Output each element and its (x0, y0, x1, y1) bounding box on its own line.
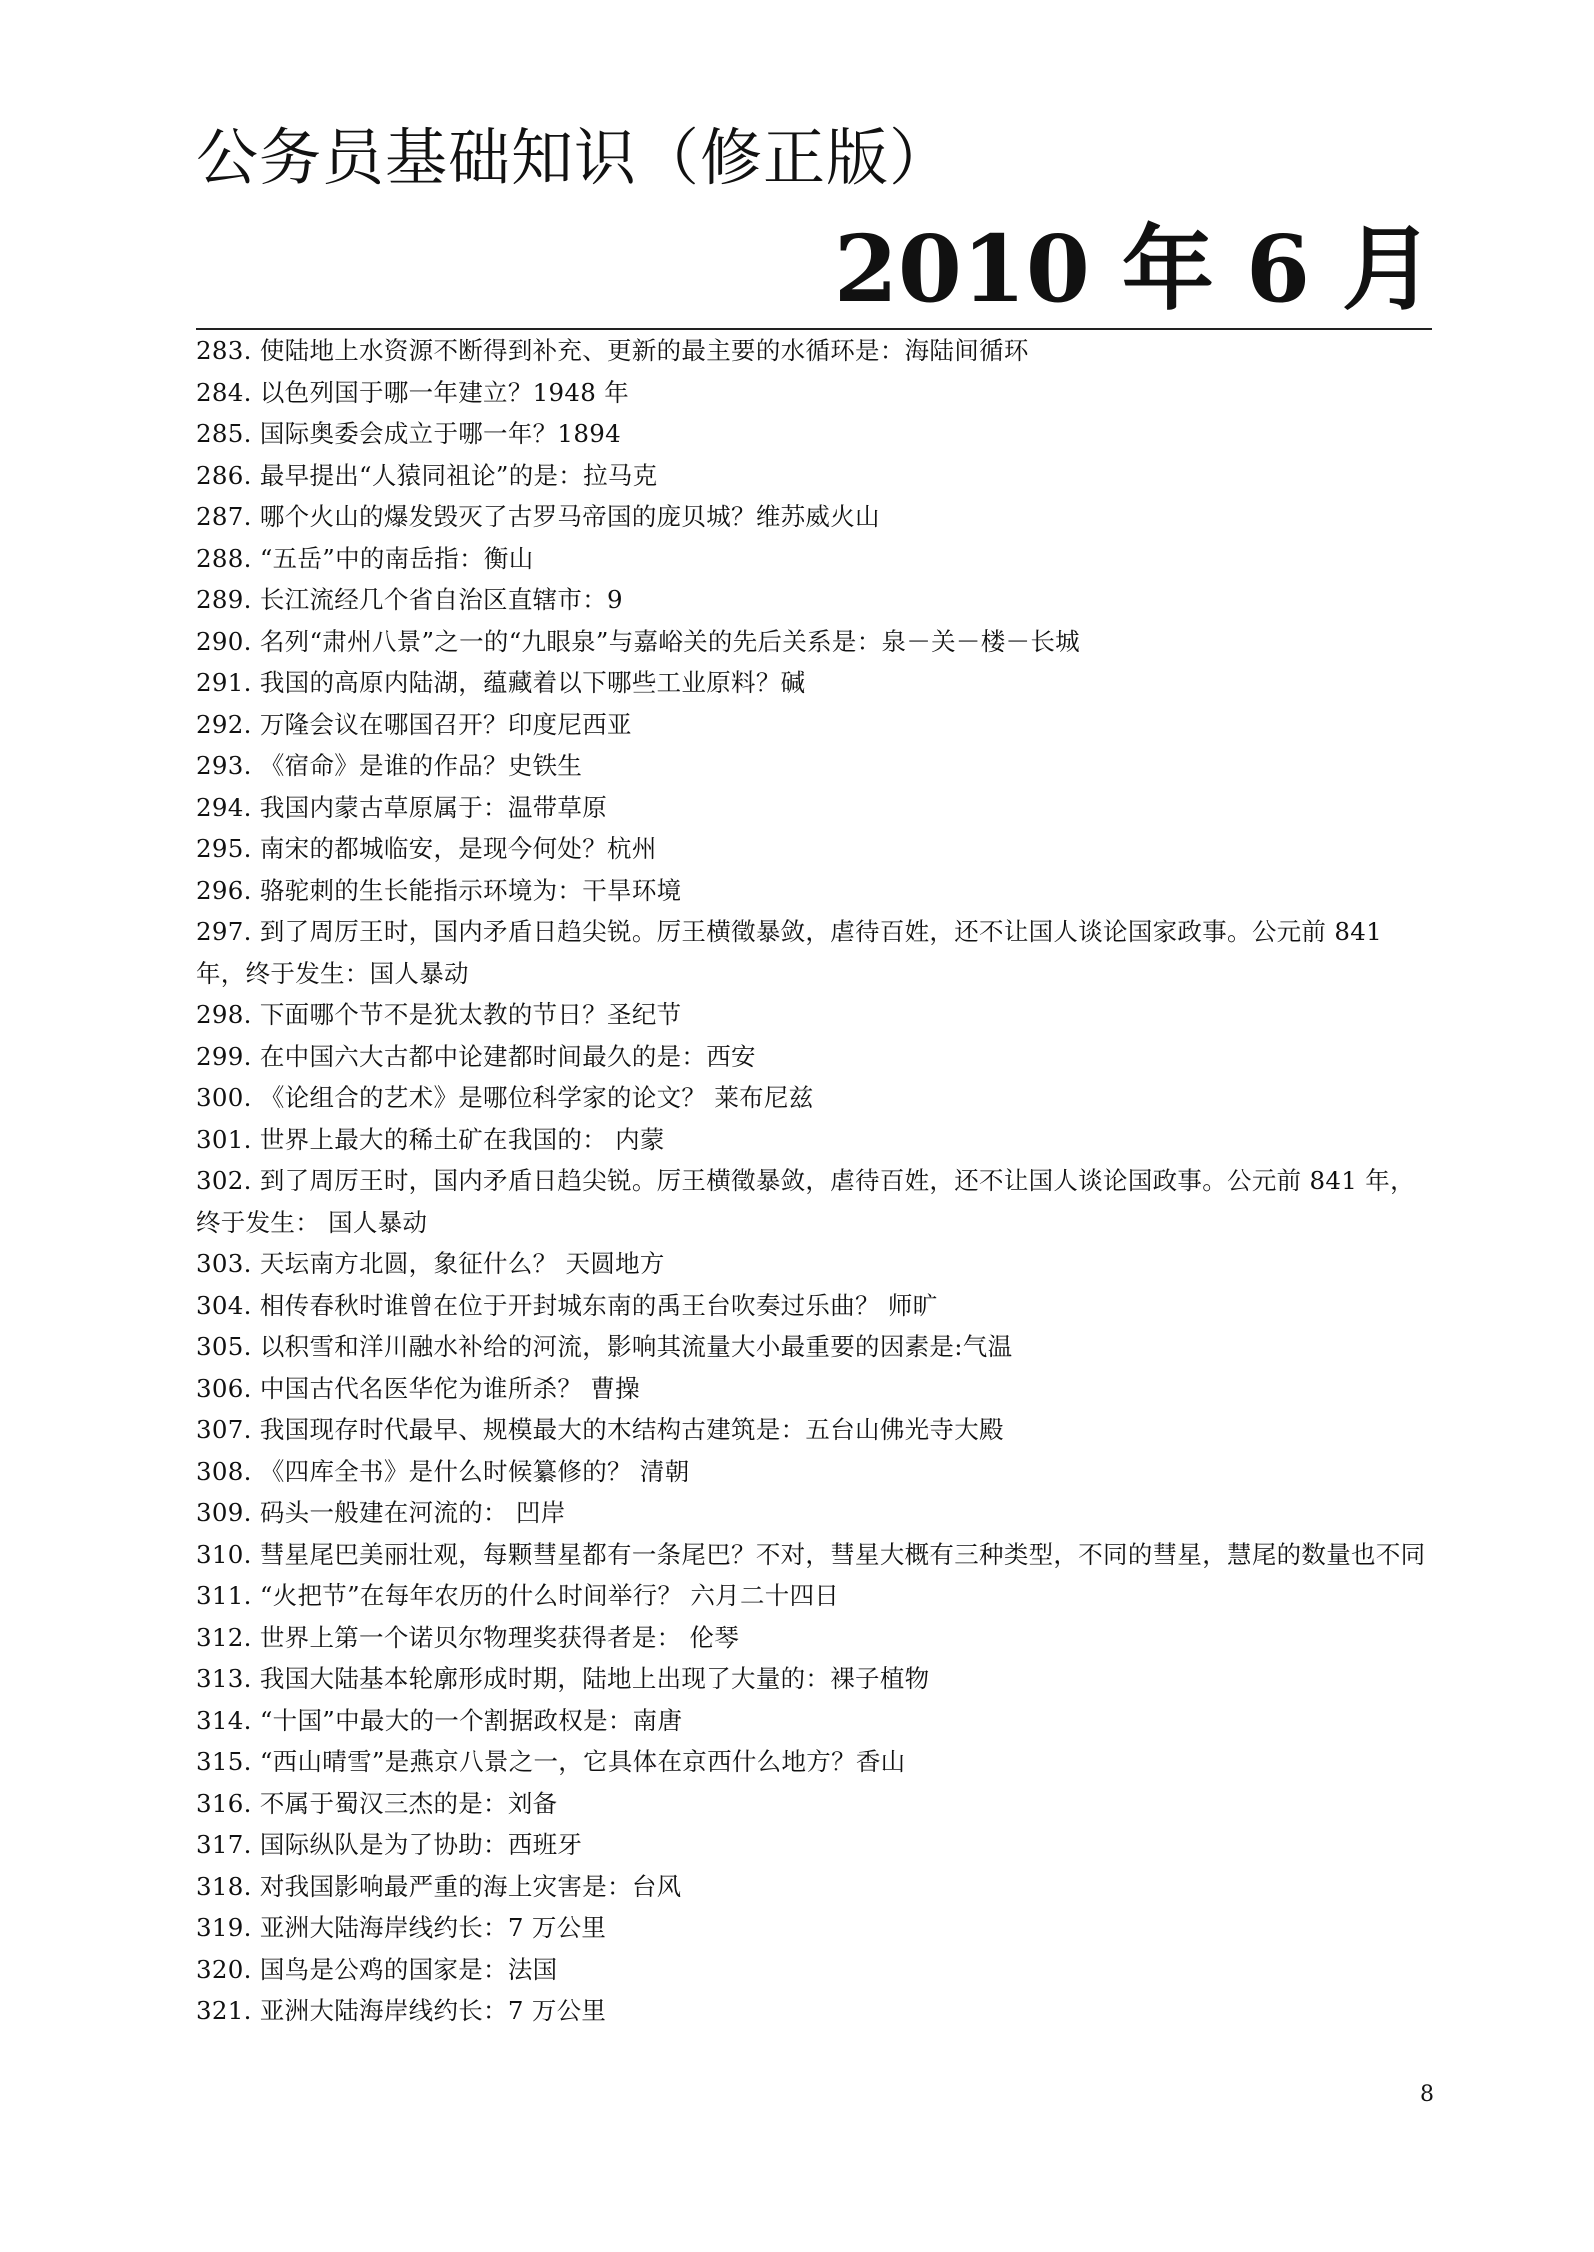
list-item: 314. “十国”中最大的一个割据政权是：南唐 (196, 1705, 683, 1735)
list-item: 289. 长江流经几个省自治区直辖市：9 (196, 585, 623, 614)
list-item: 298. 下面哪个节不是犹太教的节日？圣纪节 (196, 1000, 682, 1029)
list-item: 317. 国际纵队是为了协助：西班牙 (196, 1830, 583, 1859)
list-item: 288. “五岳”中的南岳指：衡山 (196, 543, 534, 573)
list-item: 300. 《论组合的艺术》是哪位科学家的论文？ 莱布尼兹 (196, 1083, 814, 1112)
list-item: 313. 我国大陆基本轮廓形成时期，陆地上出现了大量的：裸子植物 (196, 1664, 930, 1693)
list-item: 297. 到了周厉王时，国内矛盾日趋尖锐。厉王横徵暴敛，虐待百姓，还不让国人谈论国家政事。公元前 841 年，终于发生：国人暴动 (196, 917, 1382, 988)
list-item: 287. 哪个火山的爆发毁灭了古罗马帝国的庞贝城？维苏威火山 (196, 502, 880, 531)
list-item: 290. 名列“肃州八景”之一的“九眼泉”与嘉峪关的先后关系是：泉－关－楼－长城 (196, 626, 1080, 656)
list-item: 309. 码头一般建在河流的： 凹岸 (196, 1498, 566, 1527)
list-item: 318. 对我国影响最严重的海上灾害是：台风 (196, 1871, 682, 1901)
list-item: 296. 骆驼刺的生长能指示环境为：干旱环境 (196, 875, 682, 905)
list-item: 306. 中国古代名医华佗为谁所杀？ 曹操 (196, 1373, 640, 1403)
list-item: 320. 国鸟是公鸡的国家是：法国 (196, 1954, 558, 1984)
list-item: 299. 在中国六大古都中论建都时间最久的是：西安 (196, 1041, 756, 1071)
list-item: 304. 相传春秋时谁曾在位于开封城东南的禹王台吹奏过乐曲？ 师旷 (196, 1290, 938, 1320)
list-item: 301. 世界上最大的稀土矿在我国的： 内蒙 (196, 1124, 665, 1154)
list-item: 316. 不属于蜀汉三杰的是：刘备 (196, 1788, 558, 1818)
list-item: 312. 世界上第一个诺贝尔物理奖获得者是： 伦琴 (196, 1622, 740, 1652)
list-item: 310. 彗星尾巴美丽壮观，每颗彗星都有一条尾巴？不对，彗星大概有三种类型，不同的彗星，慧尾的数量也不同 (196, 1539, 1426, 1569)
list-item: 292. 万隆会议在哪国召开？印度尼西亚 (196, 709, 632, 739)
list-item: 311. “火把节”在每年农历的什么时间举行？ 六月二十四日 (196, 1581, 840, 1610)
list-item: 295. 南宋的都城临安，是现今何处？杭州 (196, 834, 657, 863)
list-item: 303. 天坛南方北圆，象征什么？ 天圆地方 (196, 1249, 665, 1278)
list-item: 302. 到了周厉王时，国内矛盾日趋尖锐。厉王横徵暴敛，虐待百姓，还不让国人谈论国政事。公元前 841 年，终于发生： 国人暴动 (196, 1166, 1415, 1237)
list-item: 283. 使陆地上水资源不断得到补充、更新的最主要的水循环是：海陆间循环 (196, 336, 1029, 365)
list-item: 285. 国际奥委会成立于哪一年？1894 (196, 419, 621, 448)
list-item: 315. “西山晴雪”是燕京八景之一，它具体在京西什么地方？香山 (196, 1747, 906, 1776)
list-item: 305. 以积雪和洋川融水补给的河流，影响其流量大小最重要的因素是:气温 (196, 1332, 1013, 1361)
document-date: 2010 年 6 月 (833, 215, 1434, 323)
document-title: 公务员基础知识（修正版） (196, 121, 953, 194)
list-item: 291. 我国的高原内陆湖，蕴藏着以下哪些工业原料？碱 (196, 668, 806, 697)
list-item: 284. 以色列国于哪一年建立？1948 年 (196, 377, 630, 407)
page-number: 8 (1420, 2082, 1434, 2107)
list-item: 321. 亚洲大陆海岸线约长：7 万公里 (196, 1996, 607, 2025)
list-item: 308. 《四库全书》是什么时候纂修的？ 清朝 (196, 1456, 690, 1486)
list-item: 307. 我国现存时代最早、规模最大的木结构古建筑是：五台山佛光寺大殿 (196, 1415, 1004, 1444)
list-item: 294. 我国内蒙古草原属于：温带草原 (196, 792, 608, 822)
question-answer-list (196, 330, 1432, 2032)
list-item: 319. 亚洲大陆海岸线约长：7 万公里 (196, 1913, 607, 1942)
list-item: 286. 最早提出“人猿同祖论”的是：拉马克 (196, 460, 658, 490)
list-item: 293. 《宿命》是谁的作品？史铁生 (196, 751, 583, 780)
